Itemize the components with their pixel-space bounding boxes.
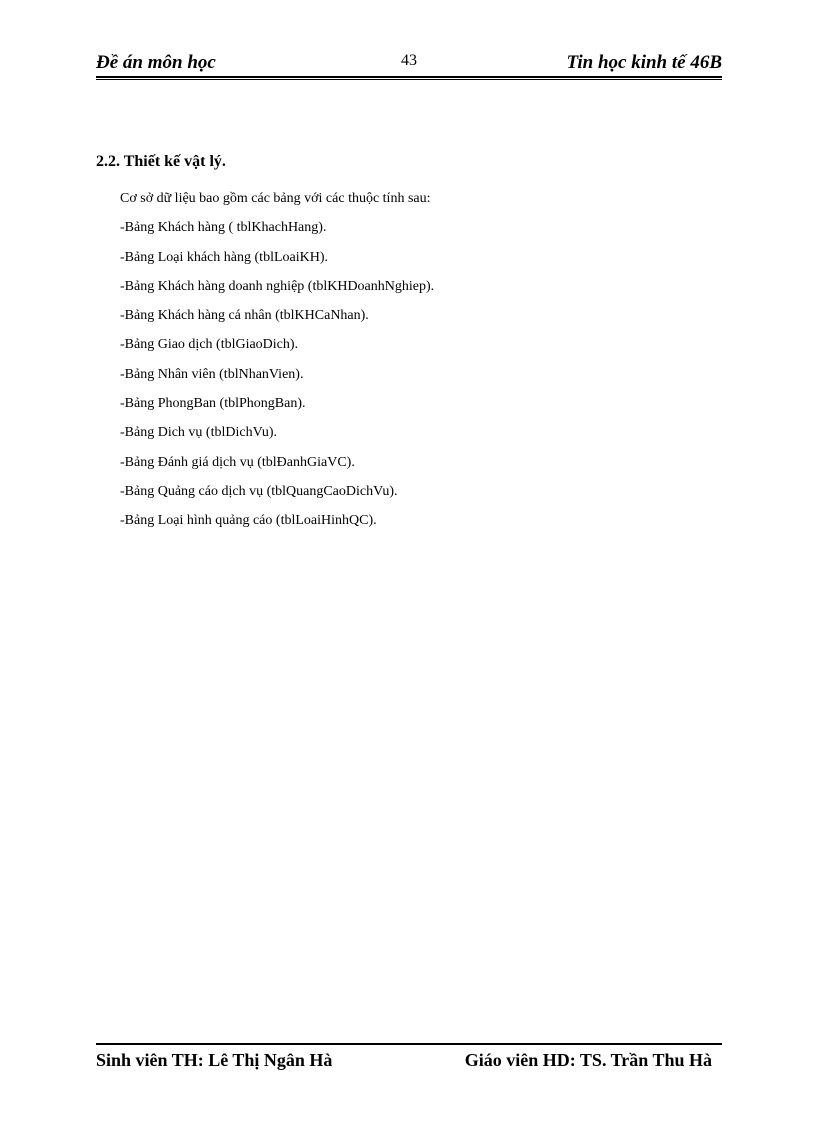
body-text	[120, 189, 434, 541]
footer-divider	[96, 1043, 722, 1045]
list-item: -Bảng Dich vụ (tblDichVu).	[120, 425, 278, 441]
list-item: -Bảng Khách hàng ( tblKhachHang).	[120, 220, 327, 236]
list-item: -Bảng Đánh giá dịch vụ (tblĐanhGiaVC).	[120, 454, 355, 470]
page-footer	[96, 1050, 722, 1076]
list-item: -Bảng Giao dịch (tblGiaoDich).	[120, 337, 299, 353]
header-class-name: Tin học kinh tế 46B	[566, 52, 722, 73]
footer-student: Sinh viên TH: Lê Thị Ngân Hà	[96, 1050, 333, 1070]
page-header	[96, 52, 722, 78]
intro-line: Cơ sở dữ liệu bao gồm các bảng với các thuộc tính sau:	[120, 191, 431, 206]
list-item: -Bảng Nhân viên (tblNhanVien).	[120, 366, 304, 382]
page-number: 43	[401, 52, 417, 69]
section-title: 2.2. Thiết kế vật lý.	[96, 153, 226, 170]
list-item: -Bảng Quảng cáo dịch vụ (tblQuangCaoDichVu).	[120, 483, 398, 499]
list-item: -Bảng Loại hình quảng cáo (tblLoaiHinhQC).	[120, 513, 377, 529]
list-item: -Bảng Khách hàng cá nhân (tblKHCaNhan).	[120, 308, 369, 324]
header-course-title: Đề án môn học	[96, 52, 216, 73]
footer-instructor: Giáo viên HD: TS. Trần Thu Hà	[464, 1050, 712, 1070]
list-item: -Bảng Khách hàng doanh nghiệp (tblKHDoanhNghiep).	[120, 278, 435, 294]
list-item: -Bảng PhongBan (tblPhongBan).	[120, 396, 306, 412]
list-item: -Bảng Loại khách hàng (tblLoaiKH).	[120, 249, 328, 265]
header-divider	[96, 76, 722, 80]
